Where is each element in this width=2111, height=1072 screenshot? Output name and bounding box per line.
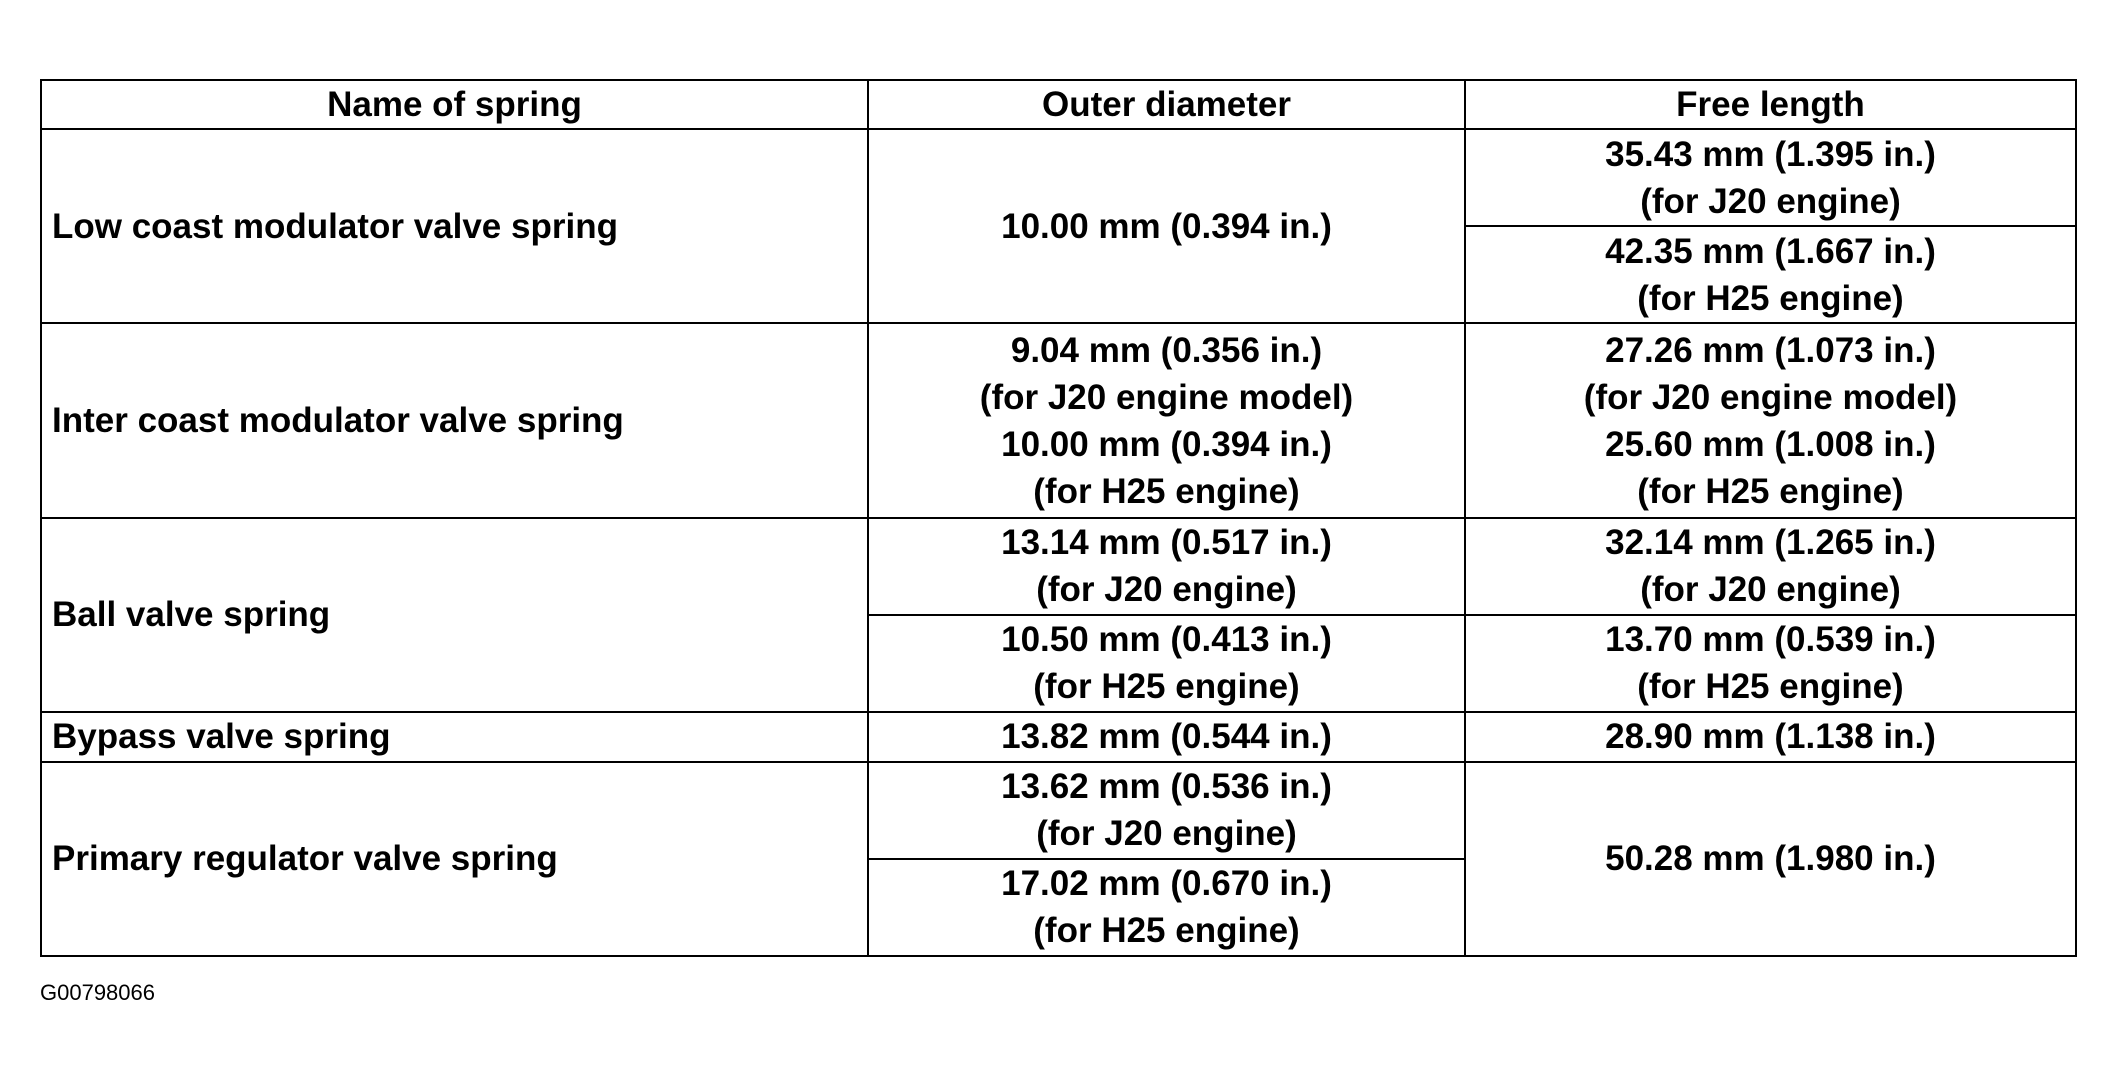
spring-spec-table xyxy=(40,79,2077,957)
free-length-cell xyxy=(1465,518,2076,615)
table-row xyxy=(41,762,2076,859)
value-line: 32.14 mm (1.265 in.) xyxy=(1605,523,1936,563)
value-line: 13.70 mm (0.539 in.) xyxy=(1605,620,1936,660)
free-length-cell: 28.90 mm (1.138 in.) xyxy=(1465,712,2076,762)
engine-note-line: (for J20 engine) xyxy=(1640,570,1901,610)
table-row xyxy=(41,129,2076,226)
free-length-cell: 50.28 mm (1.980 in.) xyxy=(1465,762,2076,956)
engine-note-line: (for J20 engine) xyxy=(1036,570,1297,610)
engine-note-line: (for J20 engine) xyxy=(1640,181,1901,221)
outer-diameter-cell xyxy=(868,859,1465,956)
value-line: 42.35 mm (1.667 in.) xyxy=(1605,231,1936,271)
value-line: 10.00 mm (0.394 in.) xyxy=(1001,424,1332,464)
value-line: 25.60 mm (1.008 in.) xyxy=(1605,424,1936,464)
outer-diameter-cell xyxy=(868,615,1465,712)
header-name-of-spring: Name of spring xyxy=(41,80,868,129)
figure-code: G00798066 xyxy=(40,980,155,1005)
outer-diameter-cell xyxy=(868,323,1465,517)
engine-note-line: (for J20 engine model) xyxy=(979,377,1354,417)
engine-note-line: (for H25 engine) xyxy=(1033,667,1300,707)
outer-diameter-cell xyxy=(868,518,1465,615)
free-length-cell xyxy=(1465,129,2076,226)
outer-diameter-cell: 10.00 mm (0.394 in.) xyxy=(868,129,1465,323)
value-line: 13.62 mm (0.536 in.) xyxy=(1001,767,1332,807)
table-row xyxy=(41,323,2076,517)
value-line: 10.50 mm (0.413 in.) xyxy=(1001,620,1332,660)
engine-note-line: (for H25 engine) xyxy=(1033,911,1300,951)
value-line: 9.04 mm (0.356 in.) xyxy=(1010,330,1323,370)
free-length-cell xyxy=(1465,615,2076,712)
engine-note-line: (for H25 engine) xyxy=(1637,471,1904,511)
header-free-length: Free length xyxy=(1465,80,2076,129)
value-line: 17.02 mm (0.670 in.) xyxy=(1001,864,1332,904)
value-line: 13.14 mm (0.517 in.) xyxy=(1001,523,1332,563)
outer-diameter-cell xyxy=(868,762,1465,859)
engine-note-line: (for H25 engine) xyxy=(1637,278,1904,318)
spring-name-cell: Bypass valve spring xyxy=(41,712,868,762)
value-line: 27.26 mm (1.073 in.) xyxy=(1605,330,1936,370)
header-outer-diameter: Outer diameter xyxy=(868,80,1465,129)
free-length-cell xyxy=(1465,323,2076,517)
engine-note-line: (for J20 engine) xyxy=(1036,814,1297,854)
value-line: 35.43 mm (1.395 in.) xyxy=(1605,134,1936,174)
engine-note-line: (for H25 engine) xyxy=(1637,667,1904,707)
engine-note-line: (for J20 engine model) xyxy=(1583,377,1958,417)
table-header-row xyxy=(41,80,2076,129)
table-row xyxy=(41,712,2076,762)
spring-name-cell: Primary regulator valve spring xyxy=(41,762,868,956)
spring-name-cell: Ball valve spring xyxy=(41,518,868,712)
spring-name-cell: Inter coast modulator valve spring xyxy=(41,323,868,517)
engine-note-line: (for H25 engine) xyxy=(1033,471,1300,511)
table-row xyxy=(41,518,2076,615)
free-length-cell xyxy=(1465,226,2076,323)
spring-name-cell: Low coast modulator valve spring xyxy=(41,129,868,323)
outer-diameter-cell: 13.82 mm (0.544 in.) xyxy=(868,712,1465,762)
